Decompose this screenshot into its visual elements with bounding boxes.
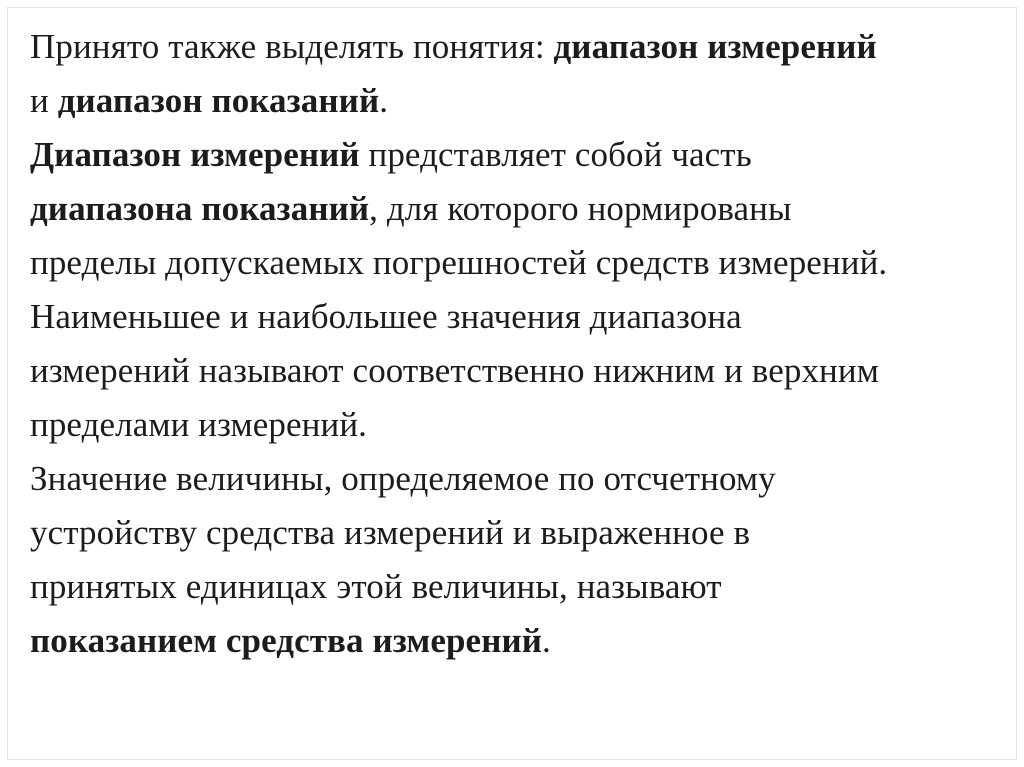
- text-run: измерений называют соответственно нижним и верхним: [30, 351, 879, 390]
- text-line: [30, 236, 1005, 290]
- text-run: принятых единицах этой величины, называют: [30, 567, 722, 606]
- term-indication-range: диапазона показаний: [30, 189, 370, 228]
- term-instrument-indication: показанием средства измерений: [30, 621, 542, 660]
- text-line: [30, 290, 1005, 344]
- term-indication-range: диапазон показаний: [57, 81, 380, 120]
- text-run: устройству средства измерений и выраженное в: [30, 513, 751, 552]
- text-line: [30, 182, 1005, 236]
- text-run: .: [379, 81, 389, 120]
- text-run: и: [30, 81, 58, 120]
- text-line: [30, 128, 1005, 182]
- slide-text: [30, 20, 1005, 668]
- text-run: .: [542, 621, 551, 660]
- text-line: [30, 74, 1005, 128]
- text-run: представляет собой часть: [359, 135, 752, 174]
- text-run: Принято также выделять понятия:: [30, 27, 554, 66]
- term-measurement-range: диапазон измерений: [553, 27, 877, 66]
- text-line: [30, 506, 1005, 560]
- text-run: Значение величины, определяемое по отсчетному: [30, 459, 776, 498]
- text-line: [30, 452, 1005, 506]
- text-run: пределы допускаемых погрешностей средств измерений.: [30, 243, 888, 282]
- text-run: , для которого нормированы: [369, 189, 792, 228]
- text-line: [30, 560, 1005, 614]
- text-run: пределами измерений.: [30, 405, 367, 444]
- text-line: [30, 398, 1005, 452]
- text-run: Наименьшее и наибольшее значения диапазона: [30, 297, 742, 336]
- text-line: [30, 614, 1005, 668]
- text-line: [30, 20, 1005, 74]
- text-line: [30, 344, 1005, 398]
- term-measurement-range: Диапазон измерений: [30, 135, 360, 174]
